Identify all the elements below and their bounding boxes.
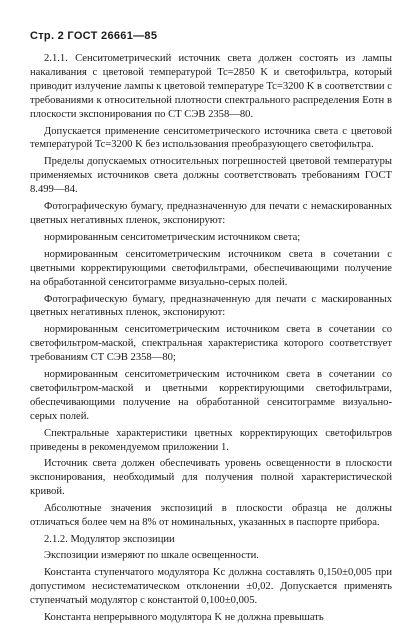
paragraph: нормированным сенситометрическим источником света в сочетании со светофильтром-маской и цветными корректирующими светофильтрами, обеспечивающими получение на обработанной сенситограмме визуально-серых полей. xyxy=(30,369,392,422)
paragraph: Фотографическую бумагу, предназначенную для печати с маскированных цветных негативных пленок, экспонируют: xyxy=(30,293,392,319)
paragraph: Константа непрерывного модулятора K не должна превышать xyxy=(44,611,324,623)
paragraph: нормированным сенситометрическим источником света в сочетании со светофильтром-маской, спектральная характеристика которого соответствует требованиям СТ СЭВ 2358—80; xyxy=(30,324,392,364)
paragraph: Источник света должен обеспечивать уровень освещенности в плоскости экспонирования, необходимый для получения полной характеристической кривой. xyxy=(30,458,392,498)
paragraph: 2.1.1. Сенситометрический источник света должен состоять из лампы накаливания с цветовой температурой Tc=2850 K и светофильтра, который приводит излучение лампы к цветовой температуре Tc=3200 K в соответствии с требованиями к относительной плотности спектрального распределения Eотн в плоскости экспонирования по СТ СЭВ 2358—80. xyxy=(30,53,392,120)
paragraph: Спектральные характеристики цветных корректирующих светофильтров приведены в рекомендуемом приложении 1. xyxy=(30,427,392,453)
paragraph: Константа ступенчатого модулятора Kc должна составлять 0,150±0,005 при допустимом несистематическом отклонении ±0,02. Допускается применять ступенчатый модулятор с константой 0,100±0,005. xyxy=(30,566,392,606)
page-header: Стр. 2 ГОСТ 26661—85 xyxy=(30,30,158,42)
section-heading: 2.1.2. Модулятор экспозиции xyxy=(44,534,175,545)
document-body xyxy=(30,52,392,627)
paragraph: Абсолютные значения экспозиций в плоскости образца не должны отличаться более чем на 8% от номинальных, указанных в паспорте прибора. xyxy=(30,503,392,529)
paragraph: Допускается применение сенситометрического источника света с цветовой температурой Tc=3200 K без использования преобразующего светофильтра. xyxy=(30,125,392,151)
paragraph: нормированным сенситометрическим источником света в сочетании с цветными корректирующими светофильтрами, обеспечивающими получение на обработанной сенситограмме визуально-серых полей. xyxy=(30,248,392,288)
paragraph: Экспозиции измеряют по шкале освещенности. xyxy=(44,549,259,561)
paragraph: Фотографическую бумагу, предназначенную для печати с немаскированных цветных негативных пленок, экспонируют: xyxy=(30,201,392,226)
paragraph: Пределы допускаемых относительных погрешностей цветовой температуры применяемых источников света должны соответствовать требованиям ГОСТ 8.499—84. xyxy=(30,156,392,196)
paragraph: нормированным сенситометрическим источником света; xyxy=(44,231,301,243)
